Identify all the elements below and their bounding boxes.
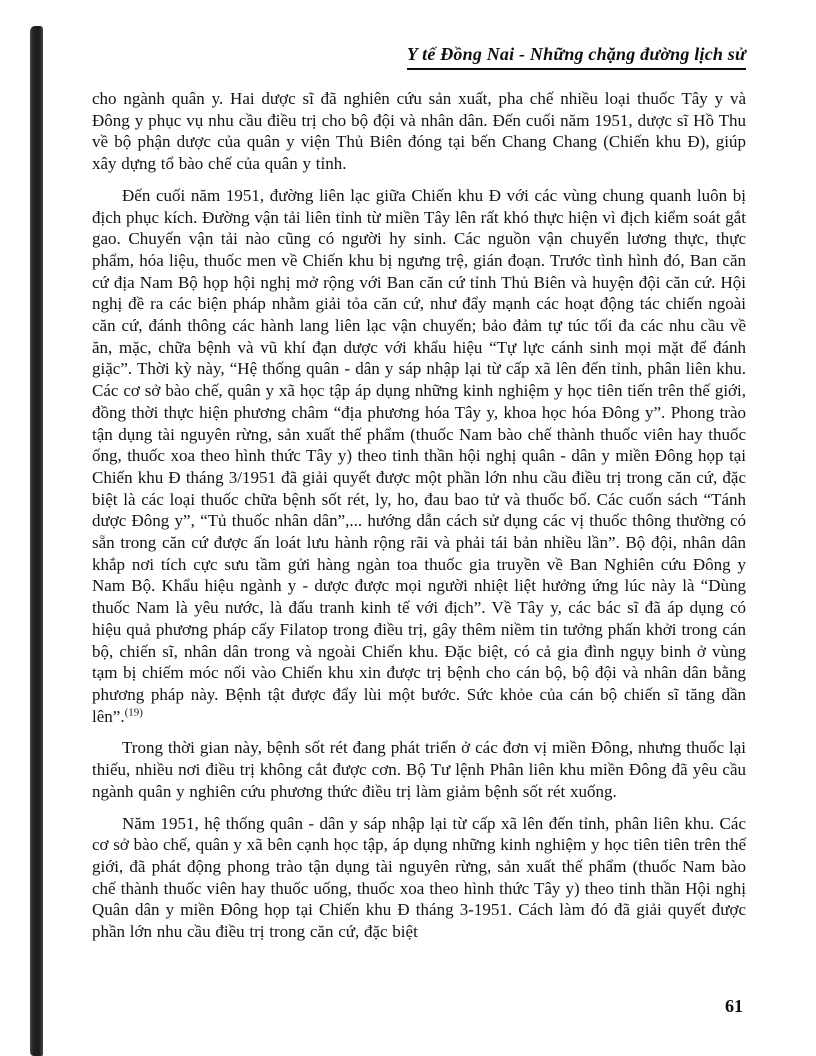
paragraph-main-text: Đến cuối năm 1951, đường liên lạc giữa Chiến khu Đ với các vùng chung quanh luôn bị địch phục kích. Đường vận tải liên tỉnh từ miền Tây lên rất khó thực hiện vì địch kiểm soát gắt gao. Chuyến vận tải nào cũng có người hy sinh. Các nguồn vận chuyển lương thực, thực phẩm, hóa liệu, thuốc men về Chiến khu bị ngưng trệ, gián đoạn. Trước tình hình đó, Ban căn cứ địa Nam Bộ họp hội nghị mở rộng với Ban căn cứ tỉnh Thủ Biên và huyện đội căn cứ. Hội nghị đề ra các biện pháp nhằm giải tỏa căn cứ, như đẩy mạnh các hoạt động tác chiến ngoài căn cứ, đánh thông các hành lang liên lạc vận chuyển; bảo đảm tự túc tối đa các nhu cầu về ăn, mặc, chữa bệnh và vũ khí đạn dược với khẩu hiệu “Tự lực cánh sinh mọi mặt để đánh giặc”. Thời kỳ này, “Hệ thống quân - dân y sáp nhập lại từ cấp xã lên đến tỉnh, phân liên khu. Các cơ sở bào chế, quân y xã học tập áp dụng những kinh nghiệm y học tiên tiến trên thế giới, đồng thời thực hiện phương châm “địa phương hóa Tây y, khoa học hóa Đông y”. Phong trào tận dụng tài nguyên rừng, sản xuất thế phẩm (thuốc Nam bào chế thành thuốc viên hay thuốc ống, thuốc xoa theo hình thức Tây y) theo tinh thần hội nghị quân - dân y miền Đông họp tại Chiến khu Đ tháng 3/1951 đã giải quyết được một phần lớn nhu cầu điều trị trong căn cứ, đặc biệt là các loại thuốc chữa bệnh sốt rét, ly, ho, đau bao tử và thuốc bổ. Các cuốn sách “Tánh dược Đông y”, “Tủ thuốc nhân dân”,... hướng dẫn cách sử dụng các vị thuốc thông thường có sẵn trong căn cứ được ấn loát lưu hành rộng rãi và phải tái bản nhiều lần”. Bộ đội, nhân dân khắp nơi tích cực sưu tầm gửi hàng ngàn toa thuốc gia truyền về Ban Nghiên cứu Đông y Nam Bộ. Khẩu hiệu ngành y - dược được mọi người nhiệt liệt hưởng ứng lúc này là “Dùng thuốc Nam là yêu nước, là đấu tranh kinh tế với địch”. Về Tây y, các bác sĩ đã áp dụng có hiệu quả phương pháp cấy Filatop trong điều trị, gây thêm niềm tin tưởng phấn khởi trong cán bộ, chiến sĩ, nhân dân trong và ngoài Chiến khu. Đặc biệt, có cả gia đình ngụy binh ở vùng tạm bị chiếm móc nối vào Chiến khu xin được trị bệnh cho cán bộ, bộ đội và nhân dân bằng phương pháp này. Bệnh tật được đẩy lùi một bước. Sức khỏe của cán bộ chiến sĩ tăng dần lên”. <box>92 185 746 726</box>
paragraph-malaria: Trong thời gian này, bệnh sốt rét đang phát triển ở các đơn vị miền Đông, nhưng thuốc lại thiếu, nhiều nơi điều trị không cắt được cơn. Bộ Tư lệnh Phân liên khu miền Đông đã yêu cầu ngành quân y nghiên cứu phương thức điều trị làm giảm bệnh sốt rét xuống. <box>92 738 746 801</box>
page-number: 61 <box>725 996 743 1016</box>
footnote-marker: (19) <box>124 706 143 719</box>
scan-gutter-shadow <box>30 26 43 1056</box>
running-header-title: Y tế Đồng Nai - Những chặng đường lịch sử <box>407 44 746 70</box>
text-block <box>92 44 746 943</box>
paragraph-1951-system: Năm 1951, hệ thống quân - dân y sáp nhập lại từ cấp xã lên đến tỉnh, phân liên khu. Các cơ sở bào chế, quân y xã bên cạnh học tập, áp dụng những kinh nghiệm y học tiên tiên trên thế giới, đã phát động phong trào tận dụng tài nguyên rừng, sản xuất thế phẩm (thuốc Nam bào chế thành thuốc viên hay thuốc uống, thuốc xoa theo hình thức Tây y) theo tinh thần Hội nghị Quân dân y miền Đông họp tại Chiến khu Đ tháng 3-1951. Cách làm đó đã giải quyết được phần lớn nhu cầu điều trị trong căn cứ, đặc biệt <box>92 813 746 942</box>
paragraph-continuation: cho ngành quân y. Hai dược sĩ đã nghiên cứu sản xuất, pha chế nhiều loại thuốc Tây y và Đông y phục vụ nhu cầu điều trị cho bộ đội và nhân dân. Đến cuối năm 1951, dược sĩ Hồ Thu về bộ phận dược của quân y viện Thủ Biên đóng tại bến Chang Chang (Chiến khu Đ), giúp xây dựng tổ bào chế của quân y tỉnh. <box>92 89 746 174</box>
running-header <box>92 44 746 70</box>
paragraph-main <box>92 185 746 728</box>
